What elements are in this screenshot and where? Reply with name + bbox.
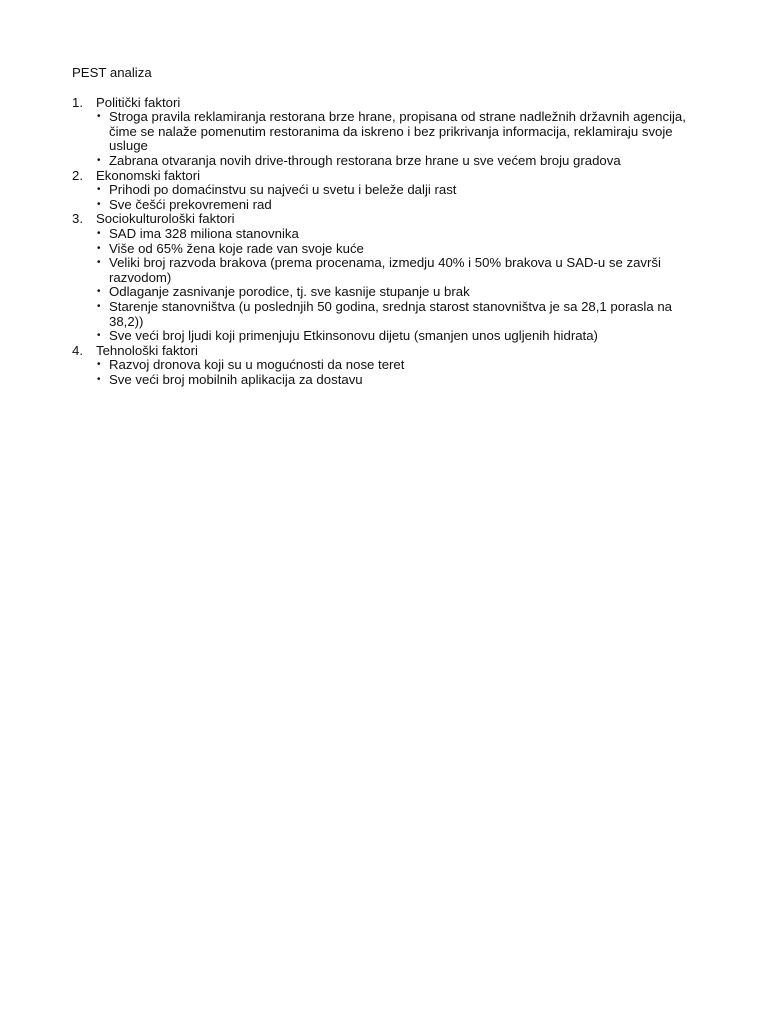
bullet-text: Sve veći broj mobilnih aplikacija za dostavu bbox=[109, 371, 363, 387]
section-number: 1. bbox=[72, 94, 83, 110]
bullet-list bbox=[96, 183, 692, 212]
bullet-text: Zabrana otvaranja novih drive-through restorana brze hrane u sve većem broju gradova bbox=[109, 152, 621, 168]
section-number: 2. bbox=[72, 167, 83, 183]
section-number: 3. bbox=[72, 211, 83, 227]
bullet-dot-icon: • bbox=[97, 184, 101, 196]
bullet-item bbox=[96, 154, 692, 169]
bullet-text: Stroga pravila reklamiranja restorana brze hrane, propisana od strane nadležnih državnih agencija, čime se nalaže pomenutim restoranima da iskreno i bez prikrivanja informacija, reklamiraju svoje usluge bbox=[109, 109, 686, 154]
section-title: Sociokulturološki faktori bbox=[96, 211, 235, 227]
bullet-dot-icon: • bbox=[97, 154, 101, 166]
bullet-item bbox=[96, 242, 692, 257]
bullet-dot-icon: • bbox=[97, 257, 101, 269]
bullet-dot-icon: • bbox=[97, 373, 101, 385]
bullet-dot-icon: • bbox=[97, 330, 101, 342]
bullet-list bbox=[96, 110, 692, 168]
bullet-list bbox=[96, 358, 692, 387]
bullet-dot-icon: • bbox=[97, 227, 101, 239]
bullet-item bbox=[96, 300, 692, 329]
bullet-item bbox=[96, 256, 692, 285]
bullet-text: Razvoj dronova koji su u mogućnosti da nose teret bbox=[109, 357, 405, 373]
section-title: Ekonomski faktori bbox=[96, 167, 201, 183]
document-page bbox=[72, 66, 692, 387]
bullet-dot-icon: • bbox=[97, 111, 101, 123]
section-number: 4. bbox=[72, 342, 83, 358]
bullet-text: Starenje stanovništva (u poslednjih 50 godina, srednja starost stanovništva je sa 28,1 porasla na 38,2)) bbox=[109, 298, 673, 329]
bullet-text: Sve veći broj ljudi koji primenjuju Etkinsonovu dijetu (smanjen unos ugljenih hidrata) bbox=[109, 328, 598, 344]
bullet-text: Više od 65% žena koje rade van svoje kuće bbox=[109, 240, 364, 256]
bullet-item bbox=[96, 285, 692, 300]
bullet-item bbox=[96, 198, 692, 213]
bullet-dot-icon: • bbox=[97, 359, 101, 371]
section-item bbox=[72, 96, 692, 169]
bullet-item bbox=[96, 227, 692, 242]
section-item bbox=[72, 212, 692, 343]
document-title: PEST analiza bbox=[72, 65, 152, 80]
bullet-text: Odlaganje zasnivanje porodice, tj. sve kasnije stupanje u brak bbox=[109, 284, 470, 300]
section-list bbox=[72, 96, 692, 388]
bullet-text: SAD ima 328 miliona stanovnika bbox=[109, 225, 299, 241]
bullet-text: Prihodi po domaćinstvu su najveći u svetu i beleže dalji rast bbox=[109, 182, 457, 198]
bullet-dot-icon: • bbox=[97, 198, 101, 210]
section-item bbox=[72, 169, 692, 213]
section-item bbox=[72, 344, 692, 388]
bullet-dot-icon: • bbox=[97, 286, 101, 298]
section-title: Politički faktori bbox=[96, 94, 181, 110]
bullet-dot-icon: • bbox=[97, 300, 101, 312]
bullet-text: Sve češći prekovremeni rad bbox=[109, 196, 272, 212]
bullet-item bbox=[96, 183, 692, 198]
bullet-list bbox=[96, 227, 692, 344]
bullet-item bbox=[96, 373, 692, 388]
section-title: Tehnološki faktori bbox=[96, 342, 198, 358]
bullet-item bbox=[96, 329, 692, 344]
bullet-item bbox=[96, 358, 692, 373]
bullet-text: Veliki broj razvoda brakova (prema procenama, izmedju 40% i 50% brakova u SAD-u se završi razvodom) bbox=[109, 255, 661, 285]
bullet-dot-icon: • bbox=[97, 242, 101, 254]
bullet-item bbox=[96, 110, 692, 154]
